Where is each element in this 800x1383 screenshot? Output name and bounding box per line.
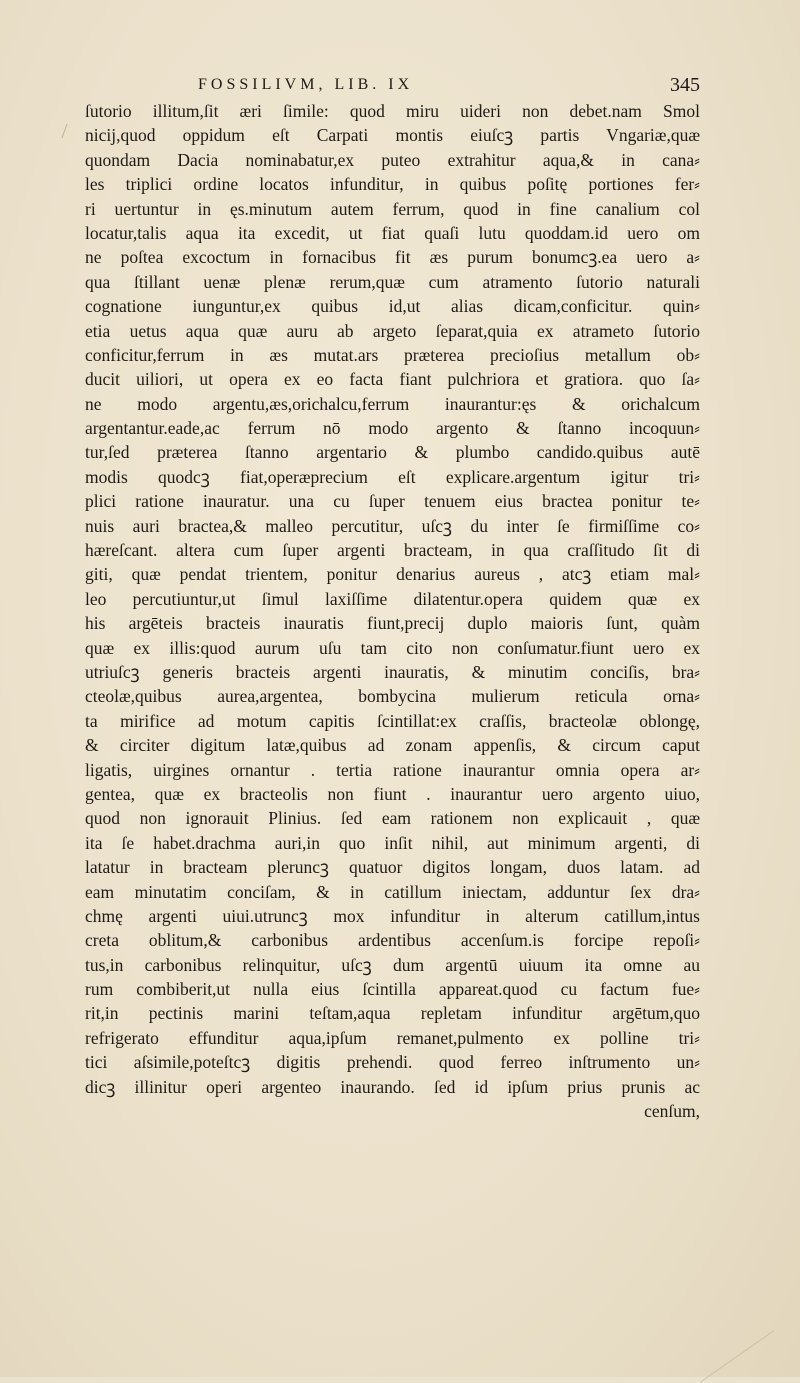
text-line: rit,in pectinis marini teſtam,aqua repletam infunditur argētum,quo: [85, 1003, 700, 1024]
text-line: ſutorio illitum,ſit æri ſimile: quod miru uideri non debet.nam Smol: [85, 101, 700, 121]
text-line: tici aſsimile,poteſtcꝫ digitis prehendi. quod ferreo inſtrumento un⸗: [85, 1052, 700, 1073]
text-line: les triplici ordine locatos infunditur, in quibus poſitę portiones fer⸗: [85, 174, 700, 195]
text-line: quondam Dacia nominabatur,ex puteo extrahitur aqua,& in cana⸗: [85, 149, 700, 170]
paper-mark: [700, 1330, 774, 1382]
text-line: etia uetus aqua quæ auru ab argeto ſeparat,quia ex atrameto ſutorio: [85, 320, 700, 341]
text-line: eam minutatim conciſam, & in catillum iniectam, adduntur ſex dra⸗: [85, 881, 700, 902]
text-line: his argēteis bracteis inauratis fiunt,precij duplo maioris ſunt, quàm: [85, 613, 700, 634]
text-line: ne poſtea excoctum in fornacibus fit æs purum bonumcꝫ.ea uero a⸗: [85, 247, 700, 268]
text-line: argentantur.eade,ac ferrum nō modo argento & ſtanno incoquun⸗: [85, 418, 700, 439]
text-line: ita ſe habet.drachma auri,in quo inſit nihil, aut minimum argenti, di: [85, 832, 700, 853]
text-line: ri uertuntur in ęs.minutum autem ferrum, quod in fine canalium col: [85, 198, 700, 219]
text-line: creta oblitum,& carbonibus ardentibus accenſum.is forcipe repoſi⸗: [85, 930, 700, 951]
text-line: cognatione iunguntur,ex quibus id,ut alias dicam,conficitur. quin⸗: [85, 296, 700, 317]
text-line: ne modo argentu,æs,orichalcu,ferrum inaurantur:ęs & orichalcum: [85, 393, 700, 414]
text-line: quæ ex illis:quod aurum uſu tam cito non conſumatur.fiunt uero ex: [85, 637, 700, 658]
text-line: locatur,talis aqua ita excedit, ut fiat quaſi lutu quoddam.id uero om: [85, 222, 700, 243]
body-text: [85, 99, 700, 1123]
text-line: modis quodcꝫ fiat,operæprecium eſt explicare.argentum igitur tri⸗: [85, 466, 700, 487]
running-head: FOSSILIVM, LIB. IX: [198, 76, 414, 93]
text-line: tus,in carbonibus relinquitur, uſcꝫ dum argentū uiuum ita omne au: [85, 954, 700, 975]
text-line: dicꝫ illinitur operi argenteo inaurando. ſed id ipſum prius prunis ac: [85, 1076, 700, 1097]
text-line: refrigerato effunditur aqua,ipſum remanet,pulmento ex polline tri⸗: [85, 1027, 700, 1048]
text-line: gentea, quæ ex bracteolis non fiunt . inaurantur uero argento uiuo,: [85, 783, 700, 804]
text-line: quod non ignorauit Plinius. ſed eam rationem non explicauit , quæ: [85, 808, 700, 829]
text-line: nicij,quod oppidum eſt Carpati montis eiuſcꝫ partis Vngariæ,quæ: [85, 125, 700, 146]
text-line: latatur in bracteam pleruncꝫ quatuor digitos longam, duos latam. ad: [85, 857, 700, 878]
text-line: rum combiberit,ut nulla eius ſcintilla appareat.quod cu factum fue⸗: [85, 979, 700, 1000]
catchword: cenſum,: [644, 1101, 700, 1122]
text-line: ducit uiliori, ut opera ex eo facta fiant pulchriora et gratiora. quo ſa⸗: [85, 369, 700, 390]
text-line: plici ratione inauratur. una cu ſuper tenuem eius bractea ponitur te⸗: [85, 491, 700, 512]
page-number: 345: [670, 74, 700, 96]
text-line: chmę argenti uiui.utruncꝫ mox infunditur in alterum catillum,intus: [85, 905, 700, 926]
text-line: ligatis, uirgines ornantur . tertia ratione inaurantur omnia opera ar⸗: [85, 759, 700, 780]
text-line: leo percutiuntur,ut ſimul laxiſſime dilatentur.opera quidem quæ ex: [85, 588, 700, 609]
text-line: qua ſtillant uenæ plenæ rerum,quæ cum atramento ſutorio naturali: [85, 271, 700, 292]
text-line: cteolæ,quibus aurea,argentea, bombycina mulierum reticula orna⸗: [85, 686, 700, 707]
text-line: tur,ſed præterea ſtanno argentario & plumbo candido.quibus autē: [85, 442, 700, 463]
text-line: giti, quæ pendat trientem, ponitur denarius aureus , atcꝫ etiam mal⸗: [85, 564, 700, 585]
text-line: hæreſcant. altera cum ſuper argenti bracteam, in qua craſſitudo ſit di: [85, 540, 700, 561]
text-line: ta mirifice ad motum capitis ſcintillat:ex craſſis, bracteolæ oblongę,: [85, 710, 700, 731]
text-line: utriuſcꝫ generis bracteis argenti inauratis, & minutim conciſis, bra⸗: [85, 661, 700, 682]
margin-mark: [61, 124, 73, 138]
text-line: nuis auri bractea,& malleo percutitur, uſcꝫ du inter ſe firmiſſime co⸗: [85, 515, 700, 536]
text-line: & circiter digitum latæ,quibus ad zonam appenſis, & circum caput: [85, 735, 700, 756]
text-line: conficitur,ferrum in æs mutat.ars præterea precioſius metallum ob⸗: [85, 344, 700, 365]
